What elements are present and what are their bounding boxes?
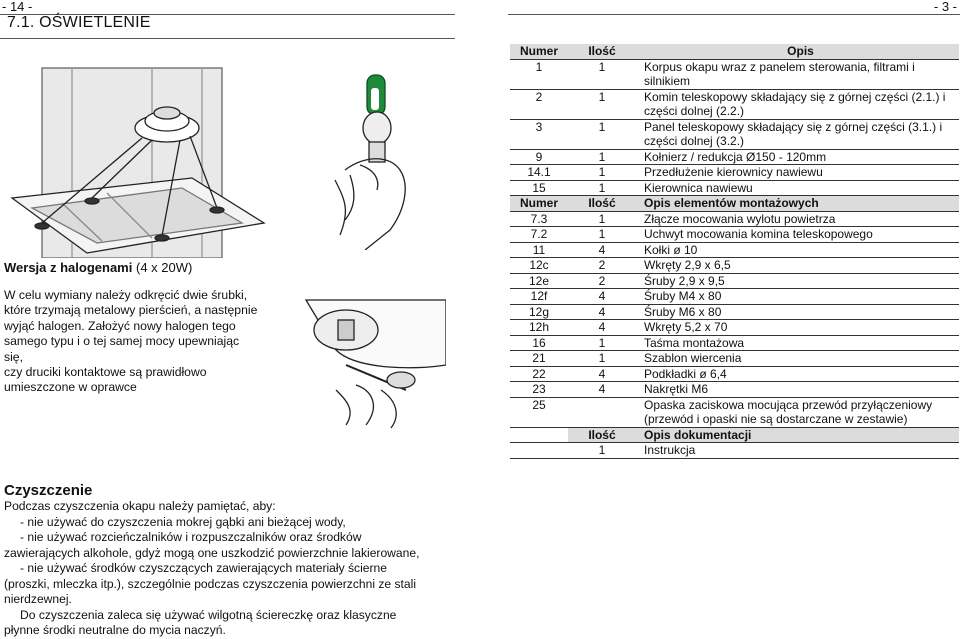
cleaning-line: Do czyszczenia zaleca się używać wilgotną ściereczkę oraz klasyczne bbox=[20, 607, 397, 622]
cell-qty bbox=[568, 397, 636, 427]
cell-desc: Wkręty 5,2 x 70 bbox=[636, 320, 959, 336]
hand-halogen-illustration bbox=[305, 60, 425, 250]
table-row bbox=[510, 227, 959, 243]
cell-num bbox=[510, 443, 568, 459]
cell-qty: 2 bbox=[568, 258, 636, 274]
table-row bbox=[510, 180, 959, 196]
cleaning-instructions bbox=[4, 499, 464, 639]
header-num: Numer bbox=[510, 44, 568, 59]
cell-num: 3 bbox=[510, 119, 568, 149]
cell-num: 12e bbox=[510, 273, 568, 289]
cleaning-line: (proszki, mleczka itp.), szczególnie podczas czyszczenia powierzchni ze stali bbox=[4, 576, 417, 591]
halogen-line: umieszczone w oprawce bbox=[4, 380, 137, 395]
table-row bbox=[510, 289, 959, 305]
header-desc: Opis elementów montażowych bbox=[636, 196, 959, 212]
cell-qty: 1 bbox=[568, 180, 636, 196]
header-qty: Ilość bbox=[568, 196, 636, 212]
parts-table bbox=[510, 44, 959, 459]
cell-desc: Kołnierz / redukcja Ø150 - 120mm bbox=[636, 149, 959, 165]
cell-num: 25 bbox=[510, 397, 568, 427]
cell-qty: 1 bbox=[568, 89, 636, 119]
hood-illustration bbox=[2, 58, 267, 258]
cell-desc: Nakrętki M6 bbox=[636, 382, 959, 398]
table-row bbox=[510, 119, 959, 149]
cell-num: 12c bbox=[510, 258, 568, 274]
cell-qty: 1 bbox=[568, 211, 636, 227]
table-row bbox=[510, 258, 959, 274]
cell-qty: 4 bbox=[568, 382, 636, 398]
table-row bbox=[510, 242, 959, 258]
table-row bbox=[510, 165, 959, 181]
cell-desc: Przedłużenie kierownicy nawiewu bbox=[636, 165, 959, 181]
cell-desc: Kołki ø 10 bbox=[636, 242, 959, 258]
cell-num: 23 bbox=[510, 382, 568, 398]
cell-num: 16 bbox=[510, 335, 568, 351]
cell-desc: Śruby M6 x 80 bbox=[636, 304, 959, 320]
cell-qty: 4 bbox=[568, 366, 636, 382]
cell-qty: 4 bbox=[568, 242, 636, 258]
cell-desc: Instrukcja bbox=[636, 443, 959, 459]
table-row bbox=[510, 351, 959, 367]
cleaning-line: - nie używać rozcieńczalników i rozpuszczalników oraz środków bbox=[20, 530, 362, 544]
cell-qty: 1 bbox=[568, 59, 636, 89]
table-row bbox=[510, 366, 959, 382]
halogen-title: Wersja z halogenami bbox=[4, 260, 133, 275]
cell-num: 12h bbox=[510, 320, 568, 336]
title-rule bbox=[0, 38, 455, 39]
cell-qty: 1 bbox=[568, 149, 636, 165]
halogen-line: W celu wymiany należy odkręcić dwie śrubki, bbox=[4, 288, 248, 302]
cell-qty: 2 bbox=[568, 273, 636, 289]
cell-desc: Korpus okapu wraz z panelem sterowania, filtrami i silnikiem bbox=[636, 59, 959, 89]
cell-num: 21 bbox=[510, 351, 568, 367]
halogen-line: czy druciki kontaktowe są prawidłowo bbox=[4, 365, 207, 380]
cell-desc: Podkładki ø 6,4 bbox=[636, 366, 959, 382]
table-row bbox=[510, 211, 959, 227]
cleaning-line: nierdzewnej. bbox=[4, 592, 72, 606]
halogen-line: które trzymają metalowy pierścień, a następnie bbox=[4, 303, 258, 318]
cell-num: 9 bbox=[510, 149, 568, 165]
cell-qty: 4 bbox=[568, 304, 636, 320]
cell-desc: Śruby M4 x 80 bbox=[636, 289, 959, 305]
cell-qty: 1 bbox=[568, 335, 636, 351]
cell-desc: Śruby 2,9 x 9,5 bbox=[636, 273, 959, 289]
cell-num: 15 bbox=[510, 180, 568, 196]
table-header bbox=[510, 44, 959, 59]
halogen-line: samego typu i o tej samej mocy upewniając się, bbox=[4, 334, 240, 364]
header-qty: Ilość bbox=[568, 44, 636, 59]
halogen-subtitle: (4 x 20W) bbox=[135, 260, 193, 275]
cleaning-line: - nie używać środków czyszczących zawierających materiały ścierne bbox=[20, 561, 387, 575]
cell-desc: Wkręty 2,9 x 6,5 bbox=[636, 258, 959, 274]
table-header-docs bbox=[510, 427, 959, 443]
table-row bbox=[510, 59, 959, 89]
cleaning-line: Podczas czyszczenia okapu należy pamiętać, aby: bbox=[4, 499, 276, 513]
halogen-instructions bbox=[4, 288, 259, 396]
cell-desc: Taśma montażowa bbox=[636, 335, 959, 351]
header-rule-right bbox=[508, 14, 960, 15]
cell-qty: 1 bbox=[568, 119, 636, 149]
cell-desc: Opaska zaciskowa mocująca przewód przyłączeniowy (przewód i opaski nie są dostarczane w zestawie) bbox=[636, 397, 959, 427]
cleaning-line: - nie używać do czyszczenia mokrej gąbki ani bieżącej wody, bbox=[20, 514, 346, 529]
cell-desc: Komin teleskopowy składający się z górnej części (2.1.) i części dolnej (2.2.) bbox=[636, 89, 959, 119]
table-row bbox=[510, 443, 959, 459]
table-row bbox=[510, 335, 959, 351]
screwdriver-illustration bbox=[296, 290, 446, 430]
cell-num: 22 bbox=[510, 366, 568, 382]
cell-num: 7.3 bbox=[510, 211, 568, 227]
page-number-right: - 3 - bbox=[933, 0, 957, 14]
cell-qty: 1 bbox=[568, 227, 636, 243]
cell-num: 11 bbox=[510, 242, 568, 258]
cell-qty: 1 bbox=[568, 443, 636, 459]
page-number-left: - 14 - bbox=[2, 0, 33, 14]
cleaning-line: płynne środki neutralne do mycia naczyń. bbox=[4, 623, 226, 637]
cell-desc: Kierownica nawiewu bbox=[636, 180, 959, 196]
table-row bbox=[510, 320, 959, 336]
cell-desc: Złącze mocowania wylotu powietrza bbox=[636, 211, 959, 227]
cell-desc: Uchwyt mocowania komina teleskopowego bbox=[636, 227, 959, 243]
cell-desc: Szablon wiercenia bbox=[636, 351, 959, 367]
header-num bbox=[510, 427, 568, 443]
header-desc: Opis dokumentacji bbox=[636, 427, 959, 443]
table-row bbox=[510, 273, 959, 289]
cell-num: 2 bbox=[510, 89, 568, 119]
cell-desc: Panel teleskopowy składający się z górnej części (3.1.) i części dolnej (3.2.) bbox=[636, 119, 959, 149]
cell-num: 12g bbox=[510, 304, 568, 320]
cell-num: 7.2 bbox=[510, 227, 568, 243]
table-header-mounting bbox=[510, 196, 959, 212]
halogen-heading bbox=[4, 260, 192, 275]
cell-num: 14.1 bbox=[510, 165, 568, 181]
section-title: 7.1. OŚWIETLENIE bbox=[7, 14, 151, 31]
table-row bbox=[510, 382, 959, 398]
header-num: Numer bbox=[510, 196, 568, 212]
cell-qty: 1 bbox=[568, 351, 636, 367]
cell-qty: 4 bbox=[568, 289, 636, 305]
table-row bbox=[510, 149, 959, 165]
header-qty: Ilość bbox=[568, 427, 636, 443]
table-row bbox=[510, 397, 959, 427]
cell-num: 12f bbox=[510, 289, 568, 305]
halogen-line: wyjąć halogen. Założyć nowy halogen tego bbox=[4, 318, 236, 333]
table-row bbox=[510, 89, 959, 119]
table-row bbox=[510, 304, 959, 320]
cell-qty: 4 bbox=[568, 320, 636, 336]
cell-qty: 1 bbox=[568, 165, 636, 181]
header-desc: Opis bbox=[636, 44, 959, 59]
cleaning-title: Czyszczenie bbox=[4, 482, 93, 499]
cell-num: 1 bbox=[510, 59, 568, 89]
cleaning-line: zawierających alkohole, gdyż mogą one uszkodzić powierzchnie lakierowane, bbox=[4, 545, 420, 560]
